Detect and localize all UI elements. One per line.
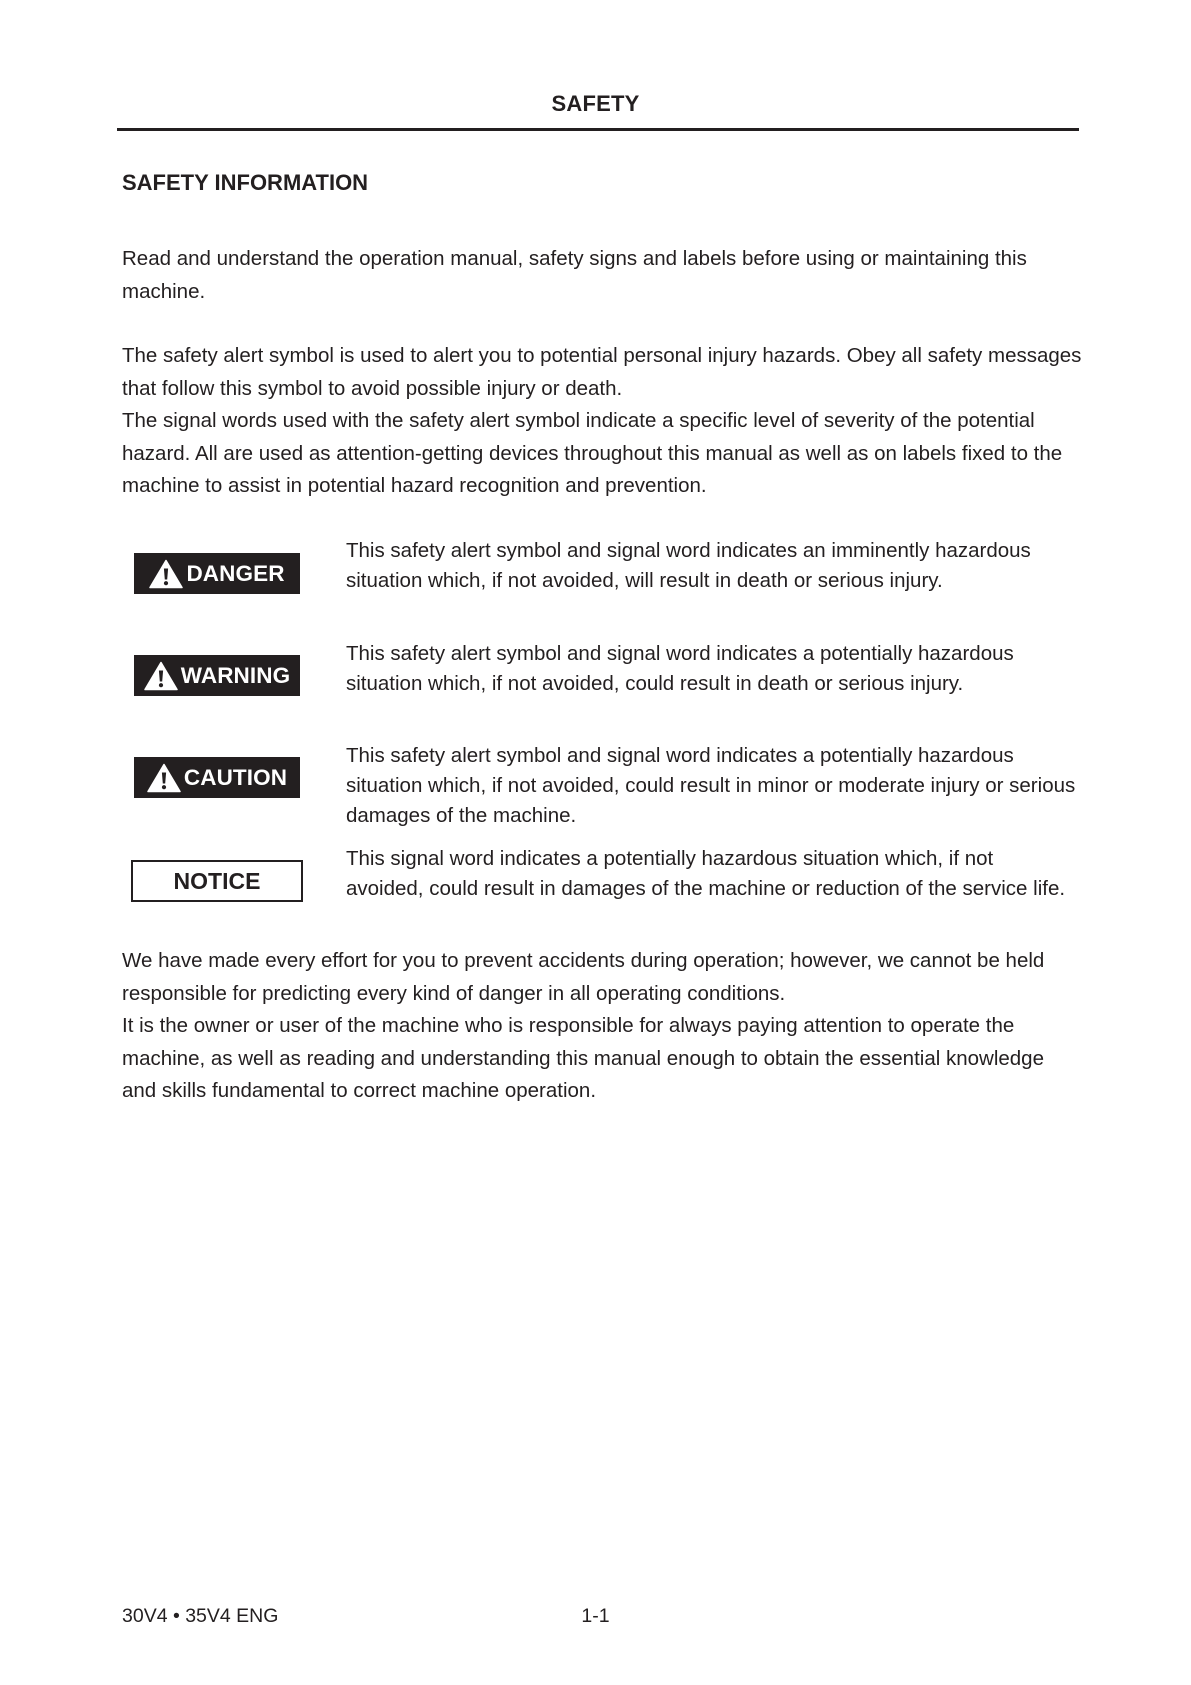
notice-label-text: NOTICE [173,867,261,894]
page-header-title: SAFETY [551,91,640,116]
notice-description: This signal word indicates a potentially hazardous situation which, if not avoided, could result in damages of the machine or reduction of the service life. [346,847,1066,900]
caution-label [134,757,300,798]
intro-paragraph [122,243,1082,308]
alert-triangle-icon [149,559,183,589]
warning-label [134,655,300,696]
closing-text-2: It is the owner or user of the machine who is responsible for always paying attention to operate the machine, as well as reading and understanding this manual enough to obtain the essential knowledge and skills fundamental to correct machine operation. [122,1014,1044,1102]
caution-label-text: CAUTION [183,764,288,790]
caution-description: This safety alert symbol and signal word indicates a potentially hazardous situation which, if not avoided, could result in minor or moderate injury or serious damages of the machine. [346,744,1076,827]
header-divider [117,128,1079,131]
danger-label-text: DANGER [186,560,285,586]
section-heading: SAFETY INFORMATION [122,170,369,195]
footer-model: 30V4 • 35V4 ENG [122,1605,279,1627]
alert-triangle-icon [144,661,178,691]
alert-triangle-icon [147,763,181,793]
warning-description: This safety alert symbol and signal word indicates a potentially hazardous situation which, if not avoided, could result in death or serious injury. [346,642,1014,695]
notice-label [131,860,303,902]
danger-label [134,553,300,594]
alert-symbol-text-2: The signal words used with the safety alert symbol indicate a specific level of severity of the potential hazard. All are used as attention-getting devices throughout this manual as well as on labels fixed to the machine to assist in potential hazard recognition and prevention. [122,409,1063,497]
closing-text-1: We have made every effort for you to prevent accidents during operation; however, we cannot be held responsible for predicting every kind of danger in all operating conditions. [122,949,1045,1005]
danger-description: This safety alert symbol and signal word indicates an imminently hazardous situation which, if not avoided, will result in death or serious injury. [346,539,1031,592]
footer-page-number: 1-1 [581,1605,610,1627]
intro-text: Read and understand the operation manual, safety signs and labels before using or maintaining this machine. [122,247,1027,303]
warning-label-text: WARNING [180,662,291,688]
alert-symbol-text-1: The safety alert symbol is used to alert you to potential personal injury hazards. Obey all safety messages that follow this symbol to avoid possible injury or death. [122,344,1082,400]
closing-paragraph [122,945,1082,1108]
alert-symbol-paragraph [122,340,1082,503]
